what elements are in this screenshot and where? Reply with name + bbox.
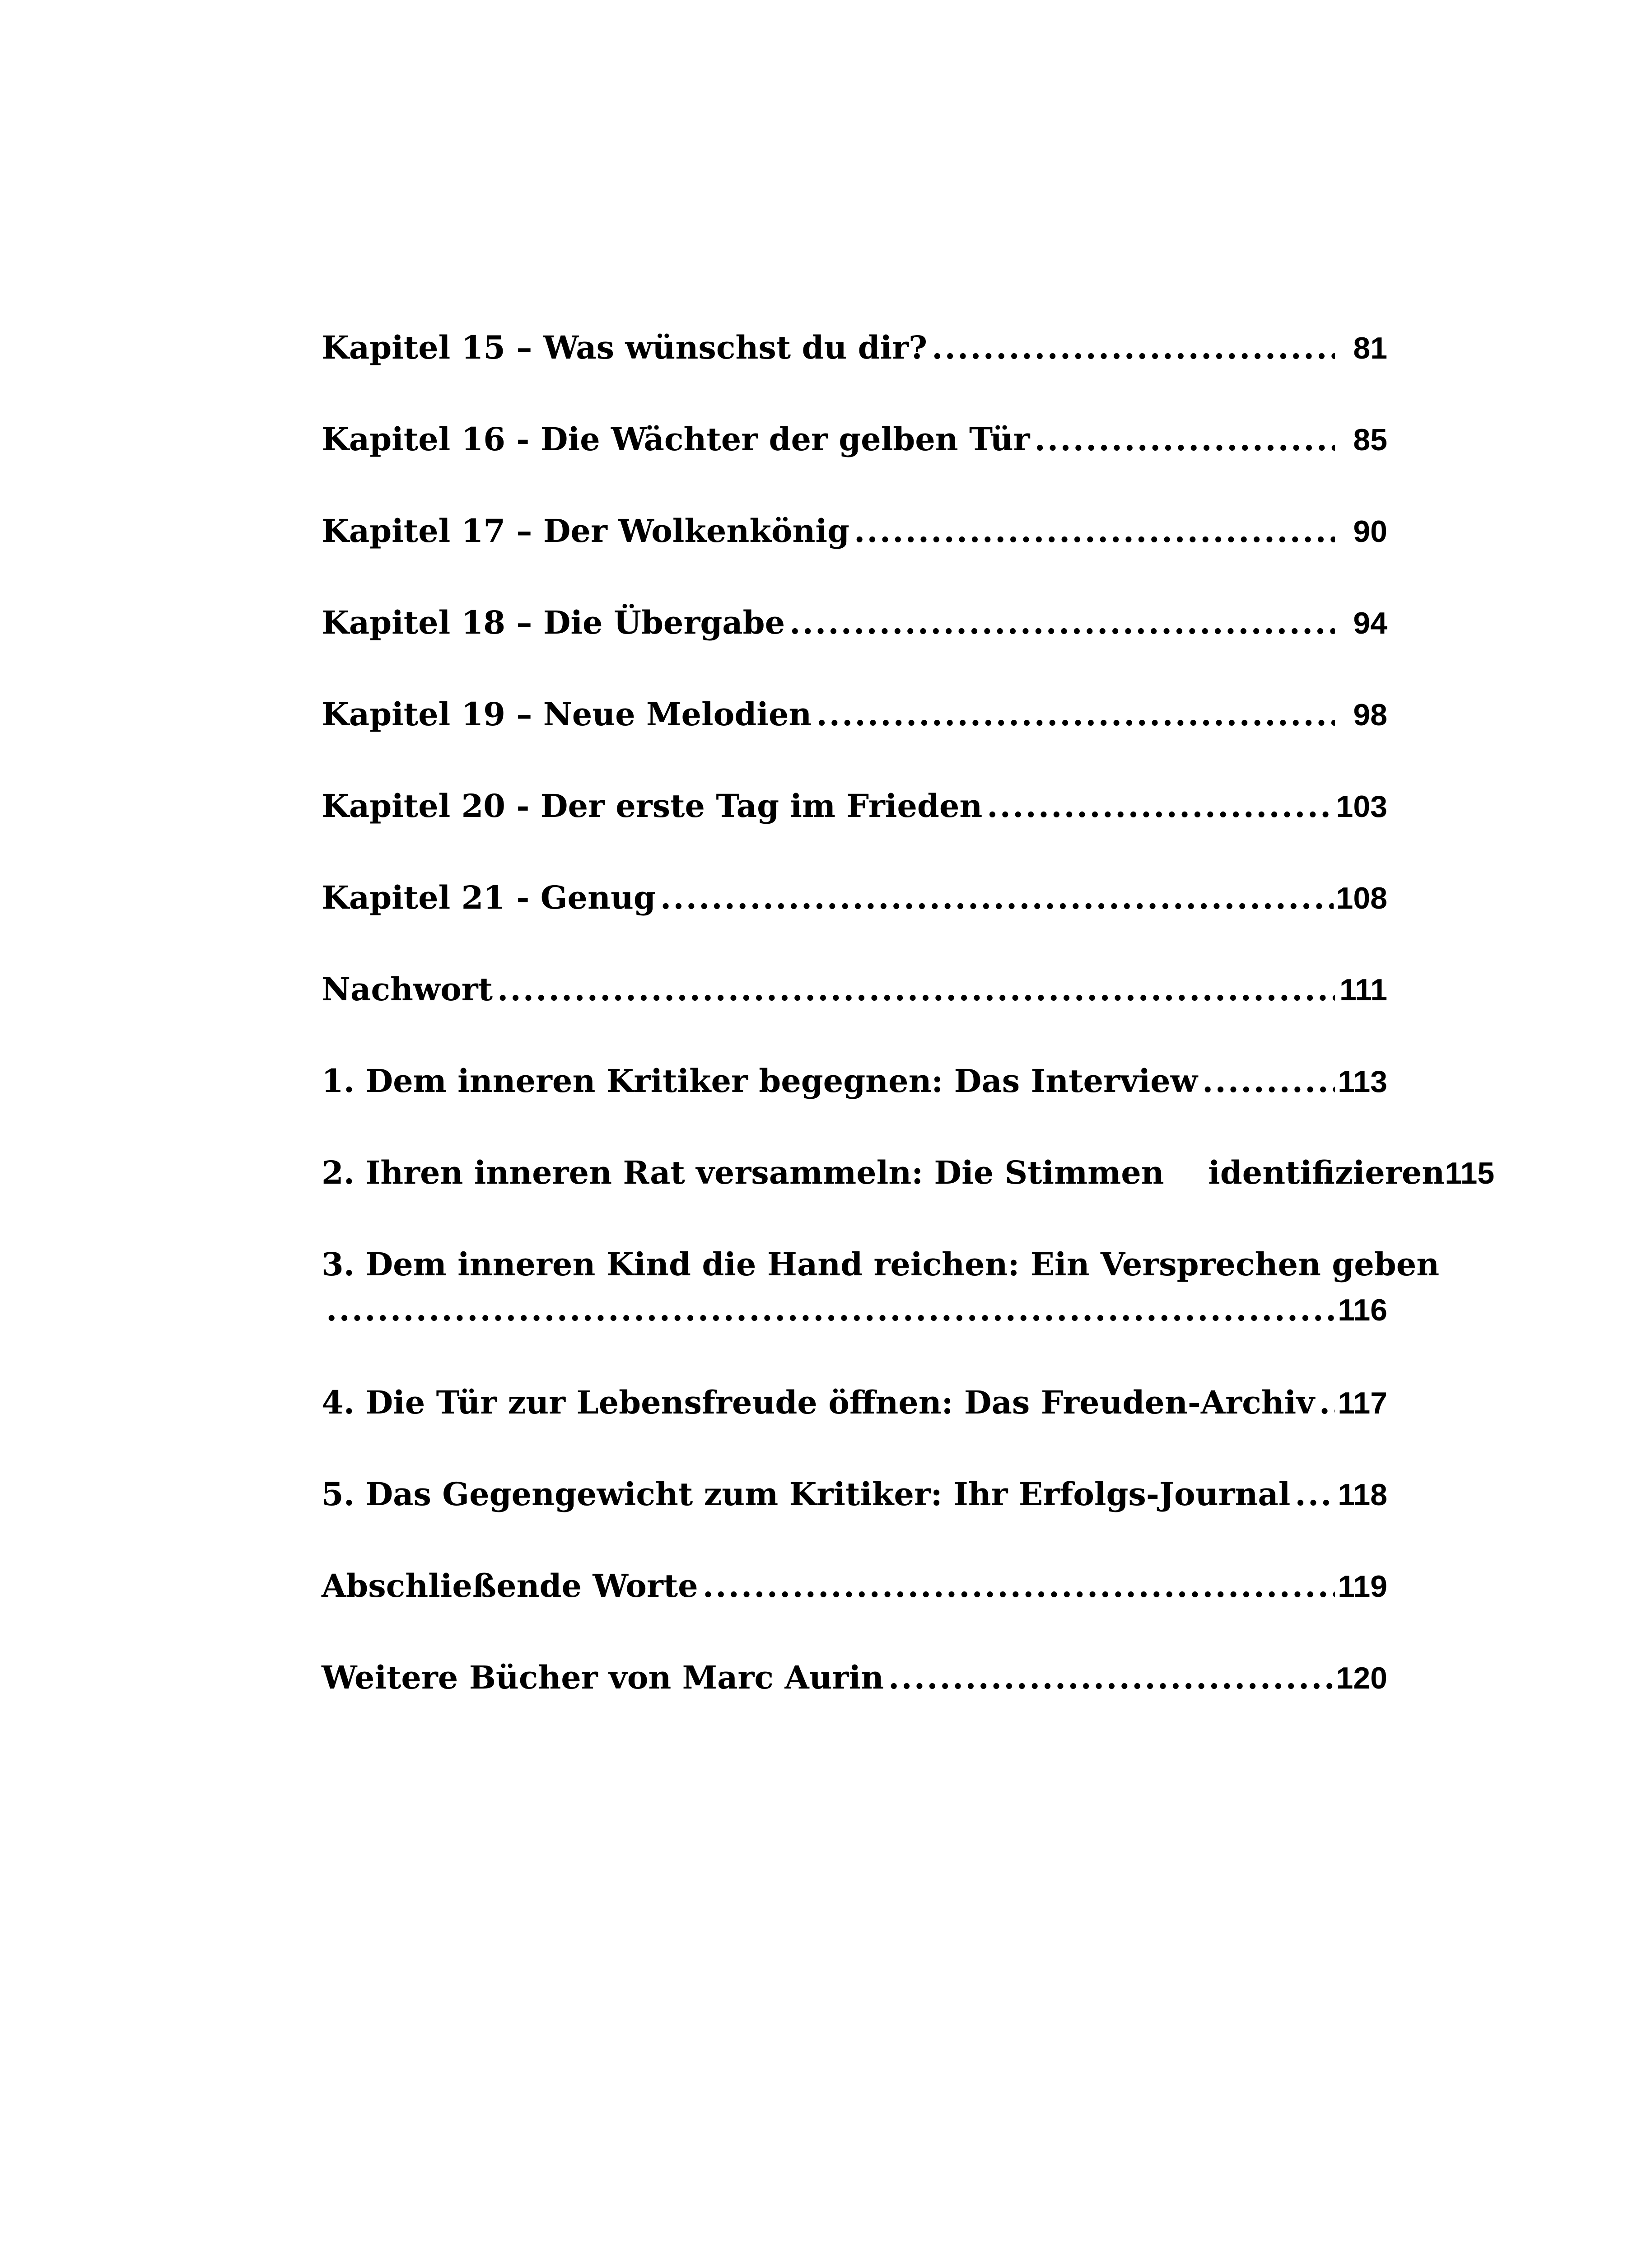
toc-entry[interactable] (322, 1655, 1387, 1747)
toc-entry-page: 120 (1336, 1661, 1387, 1695)
leader-dots (497, 967, 1335, 1012)
toc-entry[interactable] (322, 600, 1387, 692)
leader-dots (1035, 417, 1335, 462)
toc-entry-label: Kapitel 19 – Neue Melodien (322, 695, 812, 733)
toc-entry-label: Kapitel 15 – Was wünschst du dir? (322, 329, 928, 366)
leader-dots (932, 325, 1335, 370)
toc-entry-label: Kapitel 16 - Die Wächter der gelben Tür (322, 420, 1030, 458)
toc-entry-page: 111 (1339, 973, 1387, 1007)
toc-entry[interactable] (322, 692, 1387, 784)
leader-dots (1295, 1472, 1335, 1517)
toc-entry-label: Kapitel 20 - Der erste Tag im Frieden (322, 787, 983, 825)
toc-entry-page: 94 (1353, 606, 1387, 640)
leader-dots (660, 875, 1334, 920)
leader-dots (816, 692, 1335, 737)
toc-entry-label: Weitere Bücher von Marc Aurin (322, 1659, 884, 1696)
toc-entry-label: Kapitel 17 – Der Wolkenkönig (322, 512, 849, 550)
toc-entry[interactable] (322, 1380, 1387, 1472)
toc-entry-label: 4. Die Tür zur Lebensfreude öffnen: Das Freuden-Archiv (322, 1384, 1315, 1421)
toc-entry-label: 3. Dem inneren Kind die Hand reichen: Ein Versprechen geben (322, 1246, 1440, 1283)
toc-entry-page: 115 (1445, 1156, 1495, 1190)
toc-entry[interactable] (322, 1563, 1387, 1655)
toc-entry[interactable] (322, 417, 1387, 509)
leader-dots (987, 784, 1333, 829)
toc-entry-label: Abschließende Worte (322, 1567, 698, 1605)
toc-entry[interactable] (322, 1472, 1387, 1563)
toc-entry-page: 81 (1353, 331, 1387, 365)
toc-entry-page: 119 (1338, 1569, 1387, 1604)
toc-entry-label: 5. Das Gegengewicht zum Kritiker: Ihr Erfolgs-Journal (322, 1475, 1291, 1513)
toc-entry[interactable] (322, 1150, 1495, 1242)
toc-entry-page: 90 (1353, 514, 1387, 549)
leader-dots (888, 1655, 1334, 1700)
toc-entry-page: 116 (1338, 1293, 1387, 1327)
toc-entry-page: 118 (1338, 1478, 1387, 1512)
leader-dots (326, 1287, 1335, 1332)
toc-entry-label: Kapitel 21 - Genug (322, 879, 656, 916)
leader-dots (703, 1563, 1335, 1609)
toc-entry[interactable] (322, 1242, 1440, 1380)
toc-entry-page: 103 (1336, 789, 1387, 824)
toc-entry-label: Kapitel 18 – Die Übergabe (322, 604, 785, 641)
toc-entry[interactable] (322, 784, 1387, 875)
toc-entry-page: 98 (1353, 698, 1387, 732)
table-of-contents (322, 325, 1495, 1747)
toc-entry-label: 2. Ihren inneren Rat versammeln: Die Stimmen identifizieren (322, 1154, 1445, 1191)
toc-entry-page: 113 (1338, 1064, 1387, 1099)
toc-entry[interactable] (322, 509, 1387, 600)
leader-dots (1202, 1059, 1335, 1104)
toc-entry[interactable] (322, 875, 1387, 967)
toc-entry-page: 117 (1338, 1386, 1387, 1420)
leader-dots (854, 509, 1335, 554)
toc-entry-page: 108 (1336, 881, 1387, 915)
toc-entry-page: 85 (1353, 423, 1387, 457)
toc-entry[interactable] (322, 967, 1387, 1059)
toc-entry-label: 1. Dem inneren Kritiker begegnen: Das Interview (322, 1062, 1198, 1100)
toc-entry-label: Nachwort (322, 970, 493, 1008)
toc-entry[interactable] (322, 1059, 1387, 1150)
leader-dots (1319, 1380, 1335, 1425)
toc-entry[interactable] (322, 325, 1387, 417)
leader-dots (789, 600, 1335, 645)
